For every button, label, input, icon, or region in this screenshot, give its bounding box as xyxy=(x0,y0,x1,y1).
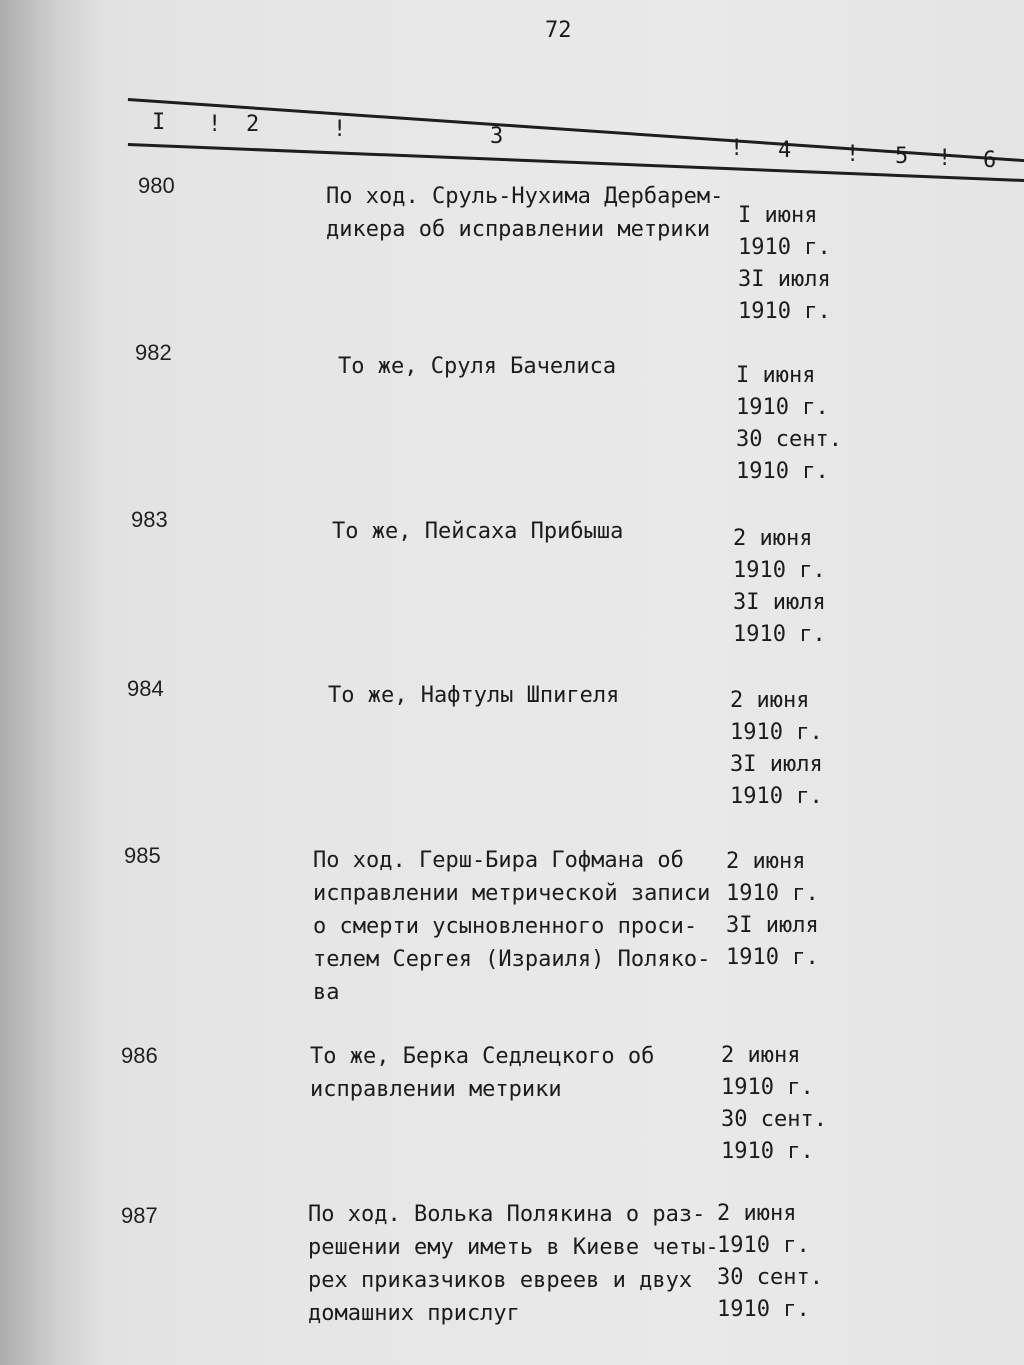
book-spine-shadow xyxy=(0,0,110,1365)
entry-number: 984 xyxy=(127,676,164,701)
entry-number: 987 xyxy=(121,1203,158,1228)
page-number: 72 xyxy=(545,18,572,43)
entry-dates: 2 июня 1910 г. 30 сент. 1910 г. xyxy=(721,1043,827,1164)
entry-dates: 2 июня 1910 г. 3I июля 1910 г. xyxy=(730,688,823,809)
column-header-6: 6 xyxy=(983,148,997,173)
column-header-3: 3 xyxy=(490,124,504,149)
entry-description: То же, Берка Седлецкого об исправлении метрики xyxy=(310,1044,655,1102)
header-top-rule xyxy=(128,98,1024,162)
entry-dates: 2 июня 1910 г. 30 сент. 1910 г. xyxy=(717,1201,823,1322)
entry-dates: I июня 1910 г. 3I июля 1910 г. xyxy=(738,203,831,324)
entry-description: То же, Сруля Бачелиса xyxy=(338,354,617,379)
column-header-5: 5 xyxy=(895,144,909,169)
column-header-2: 2 xyxy=(246,112,260,137)
entry-number: 985 xyxy=(124,843,161,868)
entry-number: 983 xyxy=(131,507,168,532)
entry-dates: 2 июня 1910 г. 3I июля 1910 г. xyxy=(733,526,826,647)
entry-dates: 2 июня 1910 г. 3I июля 1910 г. xyxy=(726,849,819,970)
column-separator: ! xyxy=(730,136,744,161)
entry-number: 982 xyxy=(135,340,172,365)
column-separator: ! xyxy=(846,142,860,167)
entry-number: 980 xyxy=(138,173,175,198)
column-separator: ! xyxy=(333,117,347,142)
entry-description: По ход. Сруль-Нухима Дербарем- дикера об исправлении метрики xyxy=(326,184,724,242)
header-bottom-rule xyxy=(128,143,1024,182)
entry-description: По ход. Герш-Бира Гофмана об исправлении метрической записи о смерти усыновленного проси- телем Сергея (Израиля) Поляко- ва xyxy=(313,848,711,1005)
entry-description: По ход. Волька Полякина о раз- решении ему иметь в Киеве четы- рех приказчиков евреев и двух домашних прислуг xyxy=(308,1202,719,1326)
column-separator: ! xyxy=(208,112,222,137)
entry-dates: I июня 1910 г. 30 сент. 1910 г. xyxy=(736,363,842,484)
column-separator: ! xyxy=(938,146,952,171)
entry-number: 986 xyxy=(121,1043,158,1068)
entry-description: То же, Пейсаха Прибыша xyxy=(332,519,624,544)
entry-description: То же, Нафтулы Шпигеля xyxy=(328,683,620,708)
column-header-4: 4 xyxy=(778,138,792,163)
column-header-1: I xyxy=(152,110,166,135)
